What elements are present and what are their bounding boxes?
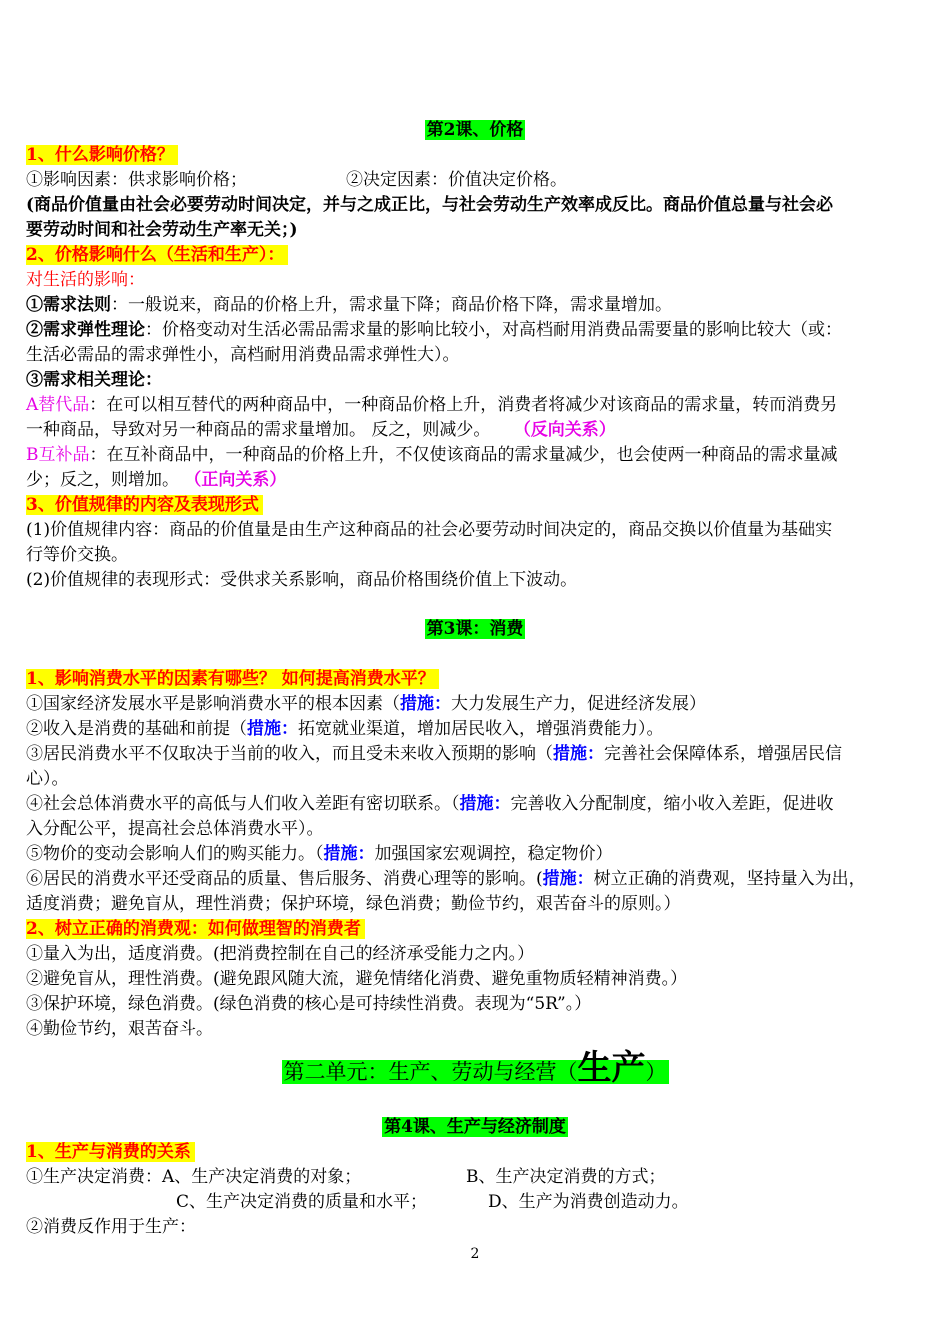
measure-label: 措施：	[553, 744, 604, 764]
lesson2-q3-heading: 3、价值规律的内容及表现形式	[26, 495, 263, 515]
consumption-view-1: ①量入为出，适度消费。(把消费控制在自己的经济承受能力之内。）	[26, 944, 535, 964]
complement-cont-line	[26, 468, 931, 493]
lesson2-q3-row	[26, 493, 931, 518]
production-decides-line	[26, 1165, 931, 1190]
production-decides-a: ①生产决定消费：A、生产决定消费的对象；	[26, 1167, 362, 1187]
consumption-view-3: ③保护环境，绿色消费。(绿色消费的核心是可持续性消费。表现为“5R”。）	[26, 994, 592, 1014]
elasticity-label: ②需求弹性理论	[26, 320, 145, 340]
lesson2-title-row	[0, 118, 950, 143]
production-decides-d: D、生产为消费创造动力。	[488, 1192, 689, 1212]
lesson4-q1-heading: 1、生产与消费的关系	[26, 1142, 195, 1162]
measure-label: 措施：	[542, 869, 594, 889]
factor-4-cont: 入分配公平，提高社会总体消费水平）。	[26, 819, 324, 839]
production-decides-b: B、生产决定消费的方式；	[466, 1167, 666, 1187]
lesson3-q1-heading: 1、影响消费水平的因素有哪些？ 如何提高消费水平？	[26, 669, 439, 689]
inverse-relation-tag: （反向关系）	[513, 420, 616, 440]
substitute-text: ：在可以相互替代的两种商品中，一种商品价格上升，消费者将减少对该商品的需求量，转而消费另	[89, 395, 838, 415]
substitute-cont-line	[26, 418, 931, 443]
elasticity-cont: 生活必需品的需求弹性小，高档耐用消费品需求弹性大）。	[26, 345, 460, 365]
decisive-factor: ②决定因素：价值决定价格。	[346, 170, 567, 190]
unit2-title-prefix: 第二单元：生产、劳动与经营（	[283, 1060, 578, 1084]
lesson2-q1-row	[26, 143, 931, 168]
value-note-line-2: 要劳动时间和社会劳动生产率无关；)	[26, 220, 298, 240]
demand-law-text: ：一般说来，商品的价格上升，需求量下降；商品价格下降，需求量增加。	[111, 295, 672, 315]
factor-4	[26, 792, 931, 817]
factor-6-cont: 适度消费；避免盲从，理性消费；保护环境，绿色消费；勤俭节约，艰苦奋斗的原则。）	[26, 894, 681, 914]
factor-3-cont: 心）。	[26, 769, 69, 789]
lesson4-q1-row	[26, 1140, 931, 1165]
factor-4-text: ④社会总体消费水平的高低与人们收入差距有密切联系。（	[26, 794, 460, 814]
lesson4-title: 第4课、生产与经济制度	[384, 1117, 566, 1137]
life-impact-subheading: 对生活的影响：	[26, 270, 145, 290]
consumption-reacts: ②消费反作用于生产：	[26, 1217, 196, 1237]
substitute-line	[26, 393, 931, 418]
substitute-label: A替代品	[26, 395, 90, 415]
lesson3-title: 第3课：消费	[426, 619, 524, 639]
lesson2-title: 第2课、价格	[426, 120, 524, 140]
factor-1-measure: 大力发展生产力，促进经济发展）	[451, 694, 706, 714]
complement-label: B互补品	[26, 445, 90, 465]
factor-5-text: ⑤物价的变动会影响人们的购买能力。（	[26, 844, 324, 864]
value-law-content: (1)价值规律内容：商品的价值量是由生产这种商品的社会必要劳动时间决定的，商品交换以价值量为基础实	[26, 520, 833, 540]
factor-1	[26, 692, 931, 717]
lesson3-q2-row	[26, 917, 931, 942]
unit2-title-suffix: ）	[645, 1060, 667, 1084]
related-theory-label: ③需求相关理论：	[26, 370, 162, 390]
unit2-title-emphasis: 生产	[577, 1048, 646, 1088]
lesson2-q2-heading: 2、价格影响什么（生活和生产）：	[26, 245, 288, 265]
demand-law-line	[26, 293, 931, 318]
lesson3-title-row	[0, 617, 950, 642]
measure-label: 措施：	[247, 719, 298, 739]
demand-law-label: ①需求法则	[26, 295, 111, 315]
measure-label: 措施：	[323, 844, 375, 864]
factor-1-text: ①国家经济发展水平是影响消费水平的根本因素（	[26, 694, 400, 714]
unit2-title-row	[0, 1046, 950, 1096]
lesson3-q1-row	[26, 667, 931, 692]
factor-3	[26, 742, 931, 767]
page-number: 2	[470, 1246, 480, 1262]
factor-5	[26, 842, 931, 867]
elasticity-line	[26, 318, 931, 343]
factor-6-text: ⑥居民的消费水平还受商品的质量、售后服务、消费心理等的影响。(	[26, 869, 543, 889]
factor-4-measure: 完善收入分配制度，缩小收入差距，促进收	[510, 794, 834, 814]
factor-2-text: ②收入是消费的基础和前提（	[26, 719, 247, 739]
lesson2-q1-answer	[26, 168, 931, 193]
factor-2-measure: 拓宽就业渠道，增加居民收入，增强消费能力）。	[298, 719, 664, 739]
lesson2-q1-heading: 1、什么影响价格？	[26, 145, 178, 165]
measure-label: 措施：	[459, 794, 511, 814]
production-decides-c: C、生产决定消费的质量和水平；	[176, 1192, 428, 1212]
factor-5-measure: 加强国家宏观调控，稳定物价）	[374, 844, 613, 864]
lesson3-q2-heading: 2、树立正确的消费观：如何做理智的消费者	[26, 919, 365, 939]
influence-factor: ①影响因素：供求影响价格；	[26, 170, 247, 190]
factor-2	[26, 717, 931, 742]
value-law-content-cont: 行等价交换。	[26, 545, 128, 565]
consumption-view-4: ④勤俭节约，艰苦奋斗。	[26, 1019, 213, 1039]
factor-6	[26, 867, 931, 892]
lesson2-q2-row	[26, 243, 931, 268]
factor-3-measure: 完善社会保障体系，增强居民信	[604, 744, 842, 764]
factor-3-text: ③居民消费水平不仅取决于当前的收入，而且受未来收入预期的影响（	[26, 744, 553, 764]
value-law-form: (2)价值规律的表现形式：受供求关系影响，商品价格围绕价值上下波动。	[26, 570, 578, 590]
complement-text: ：在互补商品中，一种商品的价格上升，不仅使该商品的需求量减少，也会使两一种商品的需求量减	[89, 445, 838, 465]
measure-label: 措施：	[400, 694, 451, 714]
substitute-cont: 一种商品，导致对另一种商品的需求量增加。 反之，则减少。	[26, 420, 496, 440]
elasticity-text: ：价格变动对生活必需品需求量的影响比较小，对高档耐用消费品需要量的影响比较大（或：	[145, 320, 842, 340]
value-note-line-1: (商品价值量由社会必要劳动时间决定，并与之成正比，与社会劳动生产效率成反比。商品价值总量与社会必	[26, 195, 834, 215]
lesson4-title-row	[0, 1115, 950, 1140]
unit2-title	[282, 1048, 669, 1088]
consumption-view-2: ②避免盲从，理性消费。(避免跟风随大流，避免情绪化消费、避免重物质轻精神消费。）	[26, 969, 688, 989]
complement-cont: 少；反之，则增加。	[26, 470, 185, 490]
direct-relation-tag: （正向关系）	[184, 470, 287, 490]
complement-line	[26, 443, 931, 468]
factor-6-measure: 树立正确的消费观，坚持量入为出，	[593, 869, 866, 889]
